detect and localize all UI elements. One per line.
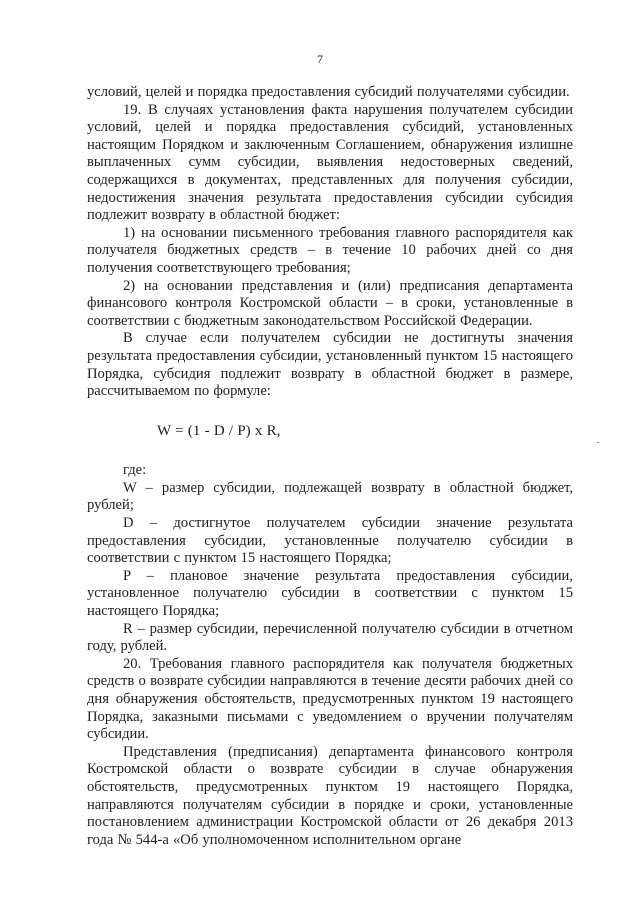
refund-formula: W = (1 - D / P) x R, — [157, 422, 281, 439]
formula-where: где: — [123, 462, 147, 479]
paragraph-20: 20. Требования главного распорядителя как получателя бюджетных средств о возврате субсидии направляются в течение десяти рабочих дней со дня обнаружения обстоятельств, предусмотренных пунктом 19 настоящего Порядка, заказными письмами с уведомлением о вручении получателям субсидии. — [87, 655, 573, 743]
paragraph-19: 19. В случаях установления факта нарушения получателем субсидии условий, целей и порядка предоставления субсидий, установленных настоящим Порядком и заключенным Соглашением, обнаружения излишне выплаченных сумм субсидии, выявления недостоверных сведений, содержащихся в документах, представленных для получения субсидии, недостижения значения результата предоставления субсидии субсидия подлежит возврату в областной бюджет: — [87, 101, 573, 224]
page-number: 7 — [317, 52, 323, 66]
definition-p: P – плановое значение результата предоставления субсидии, установленное получателю субсидии в соответствии с пунктом 15 настоящего Порядка; — [87, 567, 573, 620]
paragraph-19-item-1: 1) на основании письменного требования главного распорядителя как получателя бюджетных средств – в течение 10 рабочих дней со дня получения соответствующего требования; — [87, 224, 573, 276]
scan-mark — [597, 442, 599, 443]
paragraph-19-item-2: 2) на основании представления и (или) предписания департамента финансового контроля Костромской области – в сроки, установленные в соответствии с бюджетным законодательством Российской Федерации. — [87, 277, 573, 329]
document-body — [87, 84, 573, 849]
paragraph-19-refund-case: В случае если получателем субсидии не достигнуты значения результата предоставления субсидии, установленный пунктом 15 настоящего Порядка, субсидия подлежит возврату в областной бюджет в размере, рассчитываемом по формуле: — [87, 330, 573, 400]
paragraph-20-second: Представления (предписания) департамента финансового контроля Костромской области о возврате субсидии в случае обнаружения обстоятельств, предусмотренных пунктом 19 настоящего Порядка, направляются получателям субсидии в порядке и сроки, установленные постановлением администрации Костромской области от 26 декабря 2013 года № 544-а «Об уполномоченном исполнительном органе — [87, 743, 573, 848]
definition-w: W – размер субсидии, подлежащей возврату в областной бюджет, рублей; — [87, 479, 573, 514]
definition-d: D – достигнутое получателем субсидии значение результата предоставления субсидии, установленные получателю субсидии в соответствии с пунктом 15 настоящего Порядка; — [87, 515, 573, 567]
definition-r: R – размер субсидии, перечисленной получателю субсидии в отчетном году, рублей. — [87, 620, 573, 655]
paragraph-continuation: условий, целей и порядка предоставления субсидий получателями субсидии. — [87, 84, 570, 100]
